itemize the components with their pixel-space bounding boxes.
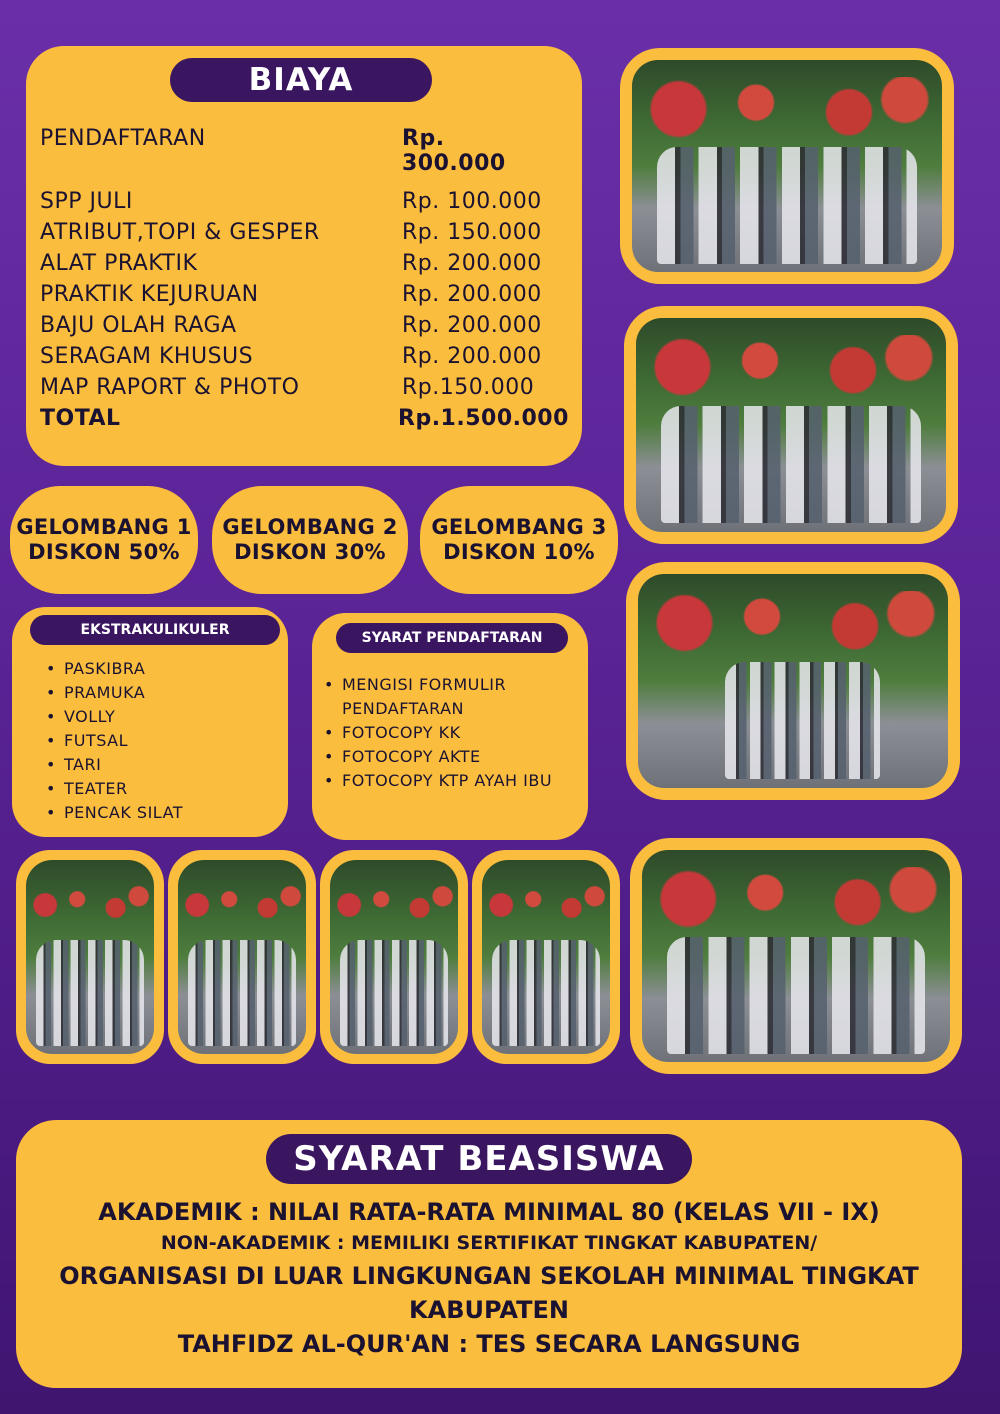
student-photo <box>482 860 610 1054</box>
syarat-beasiswa-card <box>16 1120 962 1388</box>
fee-amount: Rp. 200.000 <box>402 344 542 369</box>
fee-label: ALAT PRAKTIK <box>40 251 198 276</box>
fee-amount: Rp. 200.000 <box>402 251 542 276</box>
fee-amount: Rp. 150.000 <box>402 220 542 245</box>
fee-amount: Rp.150.000 <box>402 375 535 400</box>
fee-amount: Rp. 300.000 <box>402 126 506 176</box>
fee-label: PENDAFTARAN <box>40 126 206 151</box>
diskon-label: DISKON 10% <box>443 540 595 564</box>
fee-amount: Rp. 200.000 <box>402 313 542 338</box>
student-photo <box>330 860 458 1054</box>
list-item: • TEATER <box>46 777 183 801</box>
student-photo <box>26 860 154 1054</box>
beasiswa-organisasi: ORGANISASI DI LUAR LINGKUNGAN SEKOLAH MINIMAL TINGKAT <box>59 1262 919 1290</box>
fee-row <box>40 282 542 307</box>
gelombang-label: GELOMBANG 1 <box>16 515 192 539</box>
photo-frame <box>472 850 620 1064</box>
list-item: • VOLLY <box>46 705 183 729</box>
fee-row <box>40 344 542 369</box>
student-photo <box>178 860 306 1054</box>
fee-label: ATRIBUT,TOPI & GESPER <box>40 220 320 245</box>
photo-frame <box>626 562 960 800</box>
fee-row <box>40 251 542 276</box>
list-item: • FUTSAL <box>46 729 183 753</box>
biaya-card <box>26 46 582 466</box>
fee-label: BAJU OLAH RAGA <box>40 313 237 338</box>
syarat-pendaftaran-card <box>312 613 588 840</box>
photo-frame <box>320 850 468 1064</box>
photo-frame <box>168 850 316 1064</box>
syarat-beasiswa-title: SYARAT BEASISWA <box>266 1134 692 1184</box>
fee-label: MAP RAPORT & PHOTO <box>40 375 300 400</box>
diskon-label: DISKON 30% <box>234 540 386 564</box>
group-photo <box>636 318 946 532</box>
fee-amount: Rp. 200.000 <box>402 282 542 307</box>
beasiswa-tahfidz: TAHFIDZ AL-QUR'AN : TES SECARA LANGSUNG <box>177 1330 801 1358</box>
beasiswa-kabupaten: KABUPATEN <box>409 1296 569 1324</box>
group-photo <box>632 60 942 272</box>
biaya-title: BIAYA <box>170 58 432 102</box>
group-photo <box>638 574 948 788</box>
diskon-label: DISKON 50% <box>28 540 180 564</box>
fee-row-total <box>40 406 569 431</box>
photo-frame <box>16 850 164 1064</box>
group-photo <box>642 850 950 1062</box>
fee-row-pendaftaran <box>40 126 542 176</box>
ekstrakulikuler-title: EKSTRAKULIKULER <box>30 615 280 645</box>
gelombang-1-badge <box>10 486 198 594</box>
list-item: • FOTOCOPY KK <box>324 721 574 745</box>
ekstrakulikuler-card <box>12 607 288 837</box>
fee-amount: Rp. 100.000 <box>402 189 542 214</box>
ekstrakulikuler-list <box>46 657 183 825</box>
list-item: • FOTOCOPY AKTE <box>324 745 574 769</box>
fee-amount: Rp.1.500.000 <box>398 406 569 431</box>
fee-row <box>40 375 542 400</box>
gelombang-label: GELOMBANG 2 <box>222 515 398 539</box>
fee-label: TOTAL <box>40 406 121 431</box>
fee-label: SPP JULI <box>40 189 133 214</box>
photo-frame <box>620 48 954 284</box>
list-item: • PASKIBRA <box>46 657 183 681</box>
beasiswa-non-akademik: NON-AKADEMIK : MEMILIKI SERTIFIKAT TINGKAT KABUPATEN/ <box>160 1232 818 1254</box>
fee-row <box>40 220 542 245</box>
fee-row <box>40 313 542 338</box>
gelombang-label: GELOMBANG 3 <box>431 515 607 539</box>
syarat-pendaftaran-title: SYARAT PENDAFTARAN <box>336 623 568 653</box>
beasiswa-akademik: AKADEMIK : NILAI RATA-RATA MINIMAL 80 (KELAS VII - IX) <box>98 1198 880 1226</box>
fee-label: PRAKTIK KEJURUAN <box>40 282 259 307</box>
list-item: • PRAMUKA <box>46 681 183 705</box>
list-item: • FOTOCOPY KTP AYAH IBU <box>324 769 574 793</box>
photo-frame <box>624 306 958 544</box>
list-item: • TARI <box>46 753 183 777</box>
list-item: • MENGISI FORMULIR PENDAFTARAN <box>324 673 574 721</box>
fee-label: SERAGAM KHUSUS <box>40 344 254 369</box>
photo-frame <box>630 838 962 1074</box>
list-item: • PENCAK SILAT <box>46 801 183 825</box>
gelombang-2-badge <box>212 486 408 594</box>
gelombang-3-badge <box>420 486 618 594</box>
syarat-pendaftaran-list <box>324 673 574 793</box>
fee-row <box>40 189 542 214</box>
